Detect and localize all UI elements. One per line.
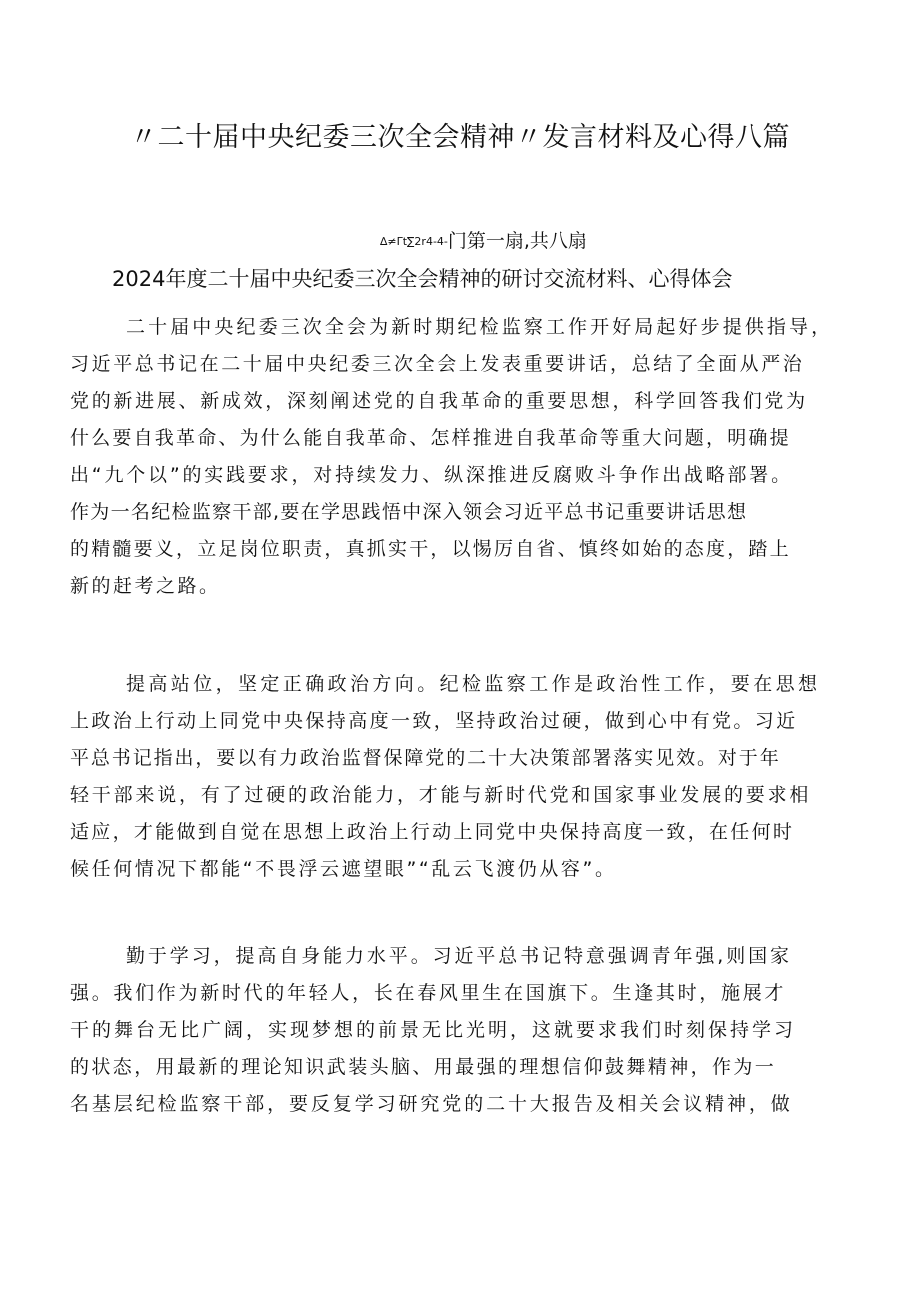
paragraph-line: 的精髓要义，立足岗位职责，真抓实干，以惕厉自省、慎终如始的态度，踏上 (70, 538, 791, 560)
paragraph-line: 干的舞台无比广阔，实现梦想的前景无比光明，这就要求我们时刻保持学习 (70, 1019, 797, 1041)
document-title: 〃二十届中央纪委三次全会精神〃发言材料及心得八篇 (130, 122, 790, 153)
part-label-garbled-prefix: ∆≠Γt∑2r4-4- (380, 235, 448, 248)
paragraph-line: 党的新进展、新成效，深刻阐述党的自我革命的重要思想，科学回答我们党为 (70, 390, 808, 412)
paragraph-line: 的状态，用最新的理论知识武装头脑、用最强的理想信仰鼓舞精神，作为一 (70, 1056, 777, 1078)
paragraph-line: 出“九个以”的实践要求，对持续发力、纵深推进反腐败斗争作出战略部署。 (70, 464, 793, 486)
paragraph-line: 习近平总书记在二十届中央纪委三次全会上发表重要讲话，总结了全面从严治 (70, 353, 805, 375)
paragraph-line: 适应，才能做到自觉在思想上政治上行动上同党中央保持高度一致，在任何时 (70, 821, 795, 843)
part-label (380, 227, 660, 256)
paragraph-1 (70, 309, 860, 605)
paragraph-line: 作为一名纪检监察干部,要在学思践悟中深入领会习近平总书记重要讲话思想 (70, 501, 748, 523)
paragraph-line: 候任何情况下都能“不畏浮云遮望眼”“乱云飞渡仍从容”。 (70, 858, 617, 880)
paragraph-line: 提高站位，坚定正确政治方向。纪检监察工作是政治性工作，要在思想 (126, 673, 821, 695)
section-title: 2024年度二十届中央纪委三次全会精神的研讨交流材料、心得体会 (112, 267, 733, 291)
paragraph-line: 什么要自我革命、为什么能自我革命、怎样推进自我革命等重大问题，明确提 (70, 427, 791, 449)
paragraph-line: 平总书记指出，要以有力政治监督保障党的二十大决策部署落实见效。对于年 (70, 747, 781, 769)
paragraph-line: 名基层纪检监察干部，要反复学习研究党的二十大报告及相关会议精神，做 (70, 1093, 793, 1115)
paragraph-line: 二十届中央纪委三次全会为新时期纪检监察工作开好局起好步提供指导， (126, 316, 834, 338)
paragraph-line: 勤于学习，提高自身能力水平。习近平总书记特意强调青年强,则国家 (126, 945, 792, 967)
paragraph-line: 上政治上行动上同党中央保持高度一致，坚持政治过硬，做到心中有党。习近 (70, 710, 798, 732)
part-label-text: 门第一扇,共八扇 (447, 230, 587, 252)
paragraph-line: 新的赶考之路。 (70, 575, 221, 597)
paragraph-line: 强。我们作为新时代的年轻人，长在春风里生在国旗下。生逢其时，施展才 (70, 982, 787, 1004)
paragraph-line: 轻干部来说，有了过硬的政治能力，才能与新时代党和国家事业发展的要求相 (70, 784, 812, 806)
paragraph-3 (70, 938, 860, 1123)
paragraph-2 (70, 666, 860, 888)
